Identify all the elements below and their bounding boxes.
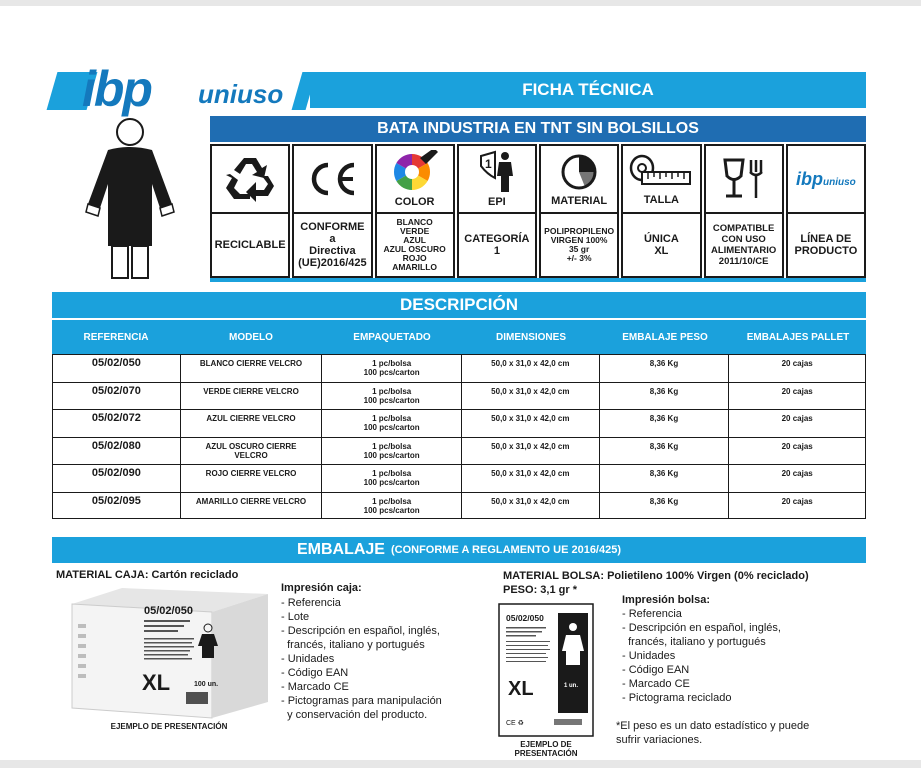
table-row: [52, 464, 866, 492]
table-row: [52, 437, 866, 465]
bag-size: XL: [508, 678, 534, 700]
cell-peso: 8,36 Kg: [600, 493, 730, 519]
ficha-tecnica-title: FICHA TÉCNICA: [522, 80, 654, 99]
pictogram-epi: 1 EPI CATEGORÍA 1: [457, 144, 537, 278]
cell-peso: 8,36 Kg: [600, 410, 730, 437]
pictogram-row: [210, 144, 866, 282]
cell-dimensiones: 50,0 x 31,0 x 42,0 cm: [462, 493, 600, 519]
pictogram-caption: EPI: [488, 196, 506, 208]
ibp-uniuso-logo: [52, 61, 302, 117]
list-item: - Descripción en español, inglés,: [281, 625, 440, 637]
impresion-bolsa-title: Impresión bolsa:: [622, 594, 711, 606]
table-row: [52, 354, 866, 382]
ficha-tecnica-band: [310, 72, 866, 108]
impresion-bolsa-list: [622, 607, 781, 705]
cell-pallet: 20 cajas: [781, 414, 813, 423]
list-item: - Pictogramas para manipulación: [281, 695, 442, 707]
cell-pallet: 20 cajas: [781, 469, 813, 478]
pictogram-talla: TALLA ÚNICA XL: [621, 144, 701, 278]
material-pie-icon: [559, 151, 599, 193]
cell-empaquetado: 1 pc/bolsa 100 pcs/carton: [322, 383, 462, 410]
cell-empaquetado: 1 pc/bolsa 100 pcs/carton: [322, 493, 462, 519]
page-bottom-border: [0, 760, 921, 768]
cell-referencia: 05/02/070: [53, 383, 181, 410]
table-row: [52, 492, 866, 520]
embalaje-title: EMBALAJE: [296, 541, 385, 558]
pictogram-caption: COLOR: [394, 196, 435, 208]
cell-pallet: 20 cajas: [781, 359, 813, 368]
cell-pallet: 20 cajas: [781, 441, 813, 451]
ce-mark-icon: [304, 159, 360, 199]
logo-uniuso-text: uniuso: [198, 79, 284, 109]
column-header-empaquetado: EMPAQUETADO: [353, 331, 431, 343]
material-bolsa: [503, 569, 809, 597]
pictogram-caption: MATERIAL: [551, 195, 608, 207]
cell-peso: 8,36 Kg: [600, 355, 730, 382]
list-item: y conservación del producto.: [281, 709, 428, 721]
cell-dimensiones: 50,0 x 31,0 x 42,0 cm: [462, 383, 600, 410]
box-caption: EJEMPLO DE PRESENTACIÓN: [110, 722, 228, 731]
box-qty: 100 un.: [194, 681, 219, 688]
pictogram-caption: TALLA: [643, 194, 679, 206]
cell-peso: 8,36 Kg: [600, 383, 730, 410]
column-header-referencia: REFERENCIA: [83, 331, 149, 343]
cell-modelo: AZUL CIERRE VELCRO: [181, 410, 323, 437]
bag-caption: EJEMPLO DE PRESENTACIÓN: [514, 740, 578, 758]
cell-referencia: 05/02/050: [53, 355, 181, 382]
svg-text:1: 1: [484, 157, 492, 171]
cell-dimensiones: 50,0 x 31,0 x 42,0 cm: [462, 465, 600, 492]
product-table: [52, 354, 866, 519]
recycle-icon: [224, 154, 276, 204]
list-item: - Lote: [281, 611, 310, 623]
ibp-logo-icon: ibpuniuso: [788, 146, 864, 214]
box-size: XL: [142, 670, 171, 695]
list-item: - Pictograma reciclado: [622, 692, 732, 704]
embalaje-band: [52, 537, 866, 563]
pictogram-alimentario: COMPATIBLE CON USO ALIMENTARIO 2011/10/CE: [704, 144, 784, 278]
color-wheel-icon: [390, 150, 440, 194]
cell-pallet: 20 cajas: [781, 386, 813, 396]
pictogram-linea-producto: ibpuniuso LÍNEA DE PRODUCTO: [786, 144, 866, 278]
bag-photo: [498, 603, 594, 737]
column-header-embalajes-pallet: EMBALAJES PALLET: [746, 331, 850, 343]
cell-modelo: VERDE CIERRE VELCRO: [181, 383, 323, 410]
pictogram-ce: CONFORME a Directiva (UE)2016/425: [292, 144, 372, 278]
column-header-dimensiones: DIMENSIONES: [495, 331, 566, 343]
cell-pallet: 20 cajas: [781, 496, 813, 506]
list-item: - Marcado CE: [281, 681, 349, 693]
pictogram-label: RECICLABLE: [214, 239, 286, 251]
descripcion-band: [52, 292, 866, 318]
cell-peso: 8,36 Kg: [600, 438, 730, 465]
material-bolsa-text: MATERIAL BOLSA: Polietileno 100% Virgen (0% reciclado): [503, 570, 809, 582]
cell-modelo: BLANCO CIERRE VELCRO: [181, 355, 323, 382]
pictogram-reciclable: [210, 144, 290, 278]
tape-measure-icon: [628, 152, 694, 192]
cell-modelo: ROJO CIERRE VELCRO: [181, 465, 323, 492]
epi-person-shield-icon: [477, 150, 517, 194]
cell-empaquetado: 1 pc/bolsa 100 pcs/carton: [322, 465, 462, 492]
list-item: francés, italiano y portugués: [622, 636, 766, 648]
material-caja: MATERIAL CAJA: Cartón reciclado: [56, 569, 239, 581]
list-item: francés, italiano y portugués: [281, 639, 425, 651]
cell-dimensiones: 50,0 x 31,0 x 42,0 cm: [462, 410, 600, 437]
cell-dimensiones: 50,0 x 31,0 x 42,0 cm: [462, 355, 600, 382]
list-item: - Código EAN: [281, 667, 349, 679]
peso-bolsa: PESO: 3,1 gr *: [503, 584, 577, 596]
impresion-caja-title: Impresión caja:: [281, 582, 362, 594]
bag-qty: 1 un.: [564, 683, 579, 689]
pictogram-material: MATERIAL POLIPROPILENO VIRGEN 100% 35 gr +/- 3%: [539, 144, 619, 278]
bag-ref: 05/02/050: [506, 613, 544, 623]
cell-dimensiones: 50,0 x 31,0 x 42,0 cm: [462, 438, 600, 465]
list-item: - Unidades: [622, 650, 676, 662]
table-row: [52, 409, 866, 437]
cell-referencia: 05/02/080: [53, 438, 181, 465]
cell-empaquetado: 1 pc/bolsa 100 pcs/carton: [322, 438, 462, 465]
food-contact-icon: [719, 156, 769, 202]
list-item: - Unidades: [281, 653, 335, 665]
svg-text:CE ♻: CE ♻: [506, 720, 524, 727]
peso-note: *El peso es un dato estadístico y puede sufrir variaciones.: [616, 720, 810, 746]
list-item: - Descripción en español, inglés,: [622, 622, 781, 634]
table-row: [52, 382, 866, 410]
list-item: - Código EAN: [622, 664, 690, 676]
cell-referencia: 05/02/095: [53, 493, 181, 519]
column-header-modelo: MODELO: [229, 331, 273, 343]
cell-referencia: 05/02/090: [53, 465, 181, 492]
cell-empaquetado: 1 pc/bolsa 100 pcs/carton: [322, 355, 462, 382]
page-top-border: [0, 0, 921, 6]
descripcion-title: DESCRIPCIÓN: [399, 295, 519, 314]
logo-ibp-text: ibp: [82, 61, 151, 117]
cell-modelo: AMARILLO CIERRE VELCRO: [181, 493, 323, 519]
impresion-caja-list: [281, 596, 442, 722]
cell-empaquetado: 1 pc/bolsa 100 pcs/carton: [322, 410, 462, 437]
embalaje-subtitle: (CONFORME A REGLAMENTO UE 2016/425): [390, 544, 622, 556]
product-title-band: [210, 116, 866, 142]
column-header-embalaje-peso: EMBALAJE PESO: [622, 331, 708, 343]
gown-person-icon: [80, 118, 180, 283]
pictogram-color: COLOR BLANCO VERDE AZUL AZUL OSCURO ROJO AMARILLO: [375, 144, 455, 278]
cell-referencia: 05/02/072: [53, 410, 181, 437]
box-ref: 05/02/050: [144, 605, 193, 617]
box-photo: [62, 584, 278, 720]
cell-modelo: AZUL OSCURO CIERRE VELCRO: [181, 438, 323, 465]
list-item: - Referencia: [281, 597, 341, 609]
product-title: BATA INDUSTRIA EN TNT SIN BOLSILLOS: [377, 120, 699, 137]
list-item: - Marcado CE: [622, 678, 690, 690]
list-item: - Referencia: [622, 608, 682, 620]
cell-peso: 8,36 Kg: [600, 465, 730, 492]
table-header: [52, 320, 866, 354]
